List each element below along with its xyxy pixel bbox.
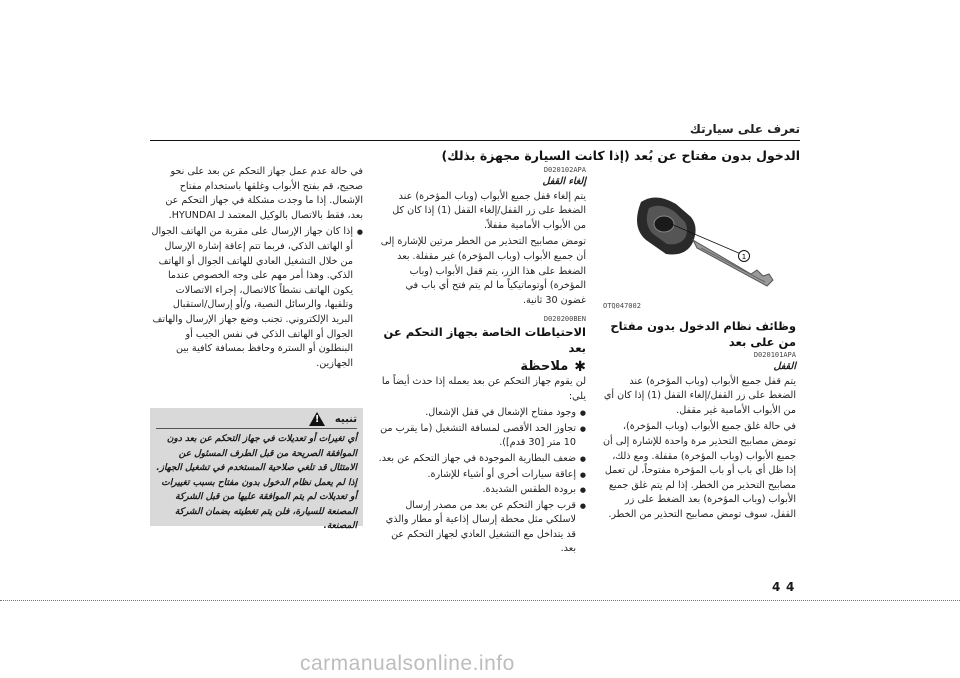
notice-title [378, 360, 586, 375]
page-number-right: 4 [786, 580, 795, 594]
notice-bullet: ● ضعف البطارية الموجودة في جهاز التحكم عن بعد. [378, 452, 586, 467]
column-right [601, 318, 796, 525]
main-title: الدخول بدون مفتاح عن بُعد (إذا كانت السيارة مجهزة بذلك) [441, 148, 800, 163]
notice-bullet: ● تجاوز الحد الأقصى لمسافة التشغيل (ما يقرب من 10 متر [30 قدم]). [378, 422, 586, 451]
left-paragraph: في حالة عدم عمل جهاز التحكم عن بعد على نحو صحيح، قم بفتح الأبواب وغلقها باستخدام مفتاح الإشعال. إذا ما وجدت مشكلة في جهاز التحكم عن بعد، فقط بالاتصال بالوكيل المعتمد لـ HYUNDAI. [165, 166, 363, 221]
right-heading: وظائف نظام الدخول بدون مفتاح من على بعد [610, 319, 796, 349]
watermark: carmanualsonline.info [300, 652, 515, 675]
right-subheading: القفل [773, 361, 796, 372]
mid-code-top: D020102APA [543, 166, 586, 174]
mid-heading: الاحتياطات الخاصة بجهاز التحكم عن بعد [383, 325, 586, 356]
remote-key-icon [601, 182, 796, 302]
caution-box [150, 408, 363, 531]
image-code: OTQ047002 [603, 302, 641, 310]
notice-icon: ✱ [574, 359, 586, 376]
footer-rule [0, 600, 960, 601]
page-number-left: 4 [772, 580, 781, 594]
notice-title-text: ملاحظة [520, 359, 569, 375]
right-code: D020101APA [753, 351, 796, 359]
left-bullet: ● إذا كان جهاز الإرسال على مقربة من الهاتف الجوال أو الهاتف الذكي، فربما تتم إعاقة إشارة الإرسال من خلال التشغيل العادي للهاتف الجوال أو الهاتف الذكي. وهذا أمر مهم على وجه الخصوص عندما يكون الهاتف نشطاً كالاتصال، إجراء الاتصالات وتلقيها، والرسائل النصية، و/أو إرسال/استقبال البريد الإلكتروني. تجنب وضع جهاز الإرسال والهاتف الجوال أو الهاتف الذكي في نفس الجيب أو البنطلون أو السترة وحافظ بمسافة كافية بين الجهازين. [150, 225, 363, 371]
section-header: تعرف على سيارتك [689, 122, 800, 136]
mid-subheading: إلغاء القفل [542, 176, 586, 187]
mid-paragraph-2: تومض مصابيح التحذير من الخطر مرتين للإشارة إلى أن جميع الأبواب (وباب المؤخرة) غير مقفلة. بعد الضغط على هذا الزر، يتم قفل الأبواب (وباب المؤخرة) أوتوماتيكياً ما لم يتم فتح أي باب في غضون 30 ثانية. [380, 236, 586, 306]
column-middle [378, 165, 586, 558]
caution-text: أي تغيرات أو تعديلات في جهاز التحكم عن بعد دون الموافقة الصريحة من قبل الطرف المسئول عن الامتثال قد تلغي صلاحية المستخدم في تشغيل الجهاز. إذا لم يعمل نظام الدخول بدون مفتاح بسبب تغييرات أو تعديلات لم يتم الموافقة عليها من قبل الشركة المصنعة للسيارة، فلن يتم تغطيته بضمان الشركة المصنعة. [156, 434, 357, 531]
warning-triangle-icon [309, 412, 325, 426]
remote-key-image [601, 182, 796, 312]
notice-bullet: ● إعاقة سيارات أخرى أو أشياء للإشارة. [378, 468, 586, 483]
column-left [150, 165, 363, 372]
notice-bullet: ● برودة الطقس الشديدة. [378, 483, 586, 498]
notice-bullet: ● قرب جهاز التحكم عن بعد من مصدر إرسال لاسلكي مثل محطة إرسال إذاعية أو مطار والذي قد يتداخل مع التشغيل العادي لجهاز التحكم عن بعد. [378, 499, 586, 557]
mid-paragraph-1: يتم إلغاء قفل جميع الأبواب (وباب المؤخرة) عند الضغط على زر القفل/إلغاء القفل (1) إذا كان كل من الأبواب الأمامية مقفلاً. [392, 190, 586, 231]
left-bullets [150, 225, 363, 371]
callout-number: 1 [741, 253, 747, 261]
notice-intro: لن يقوم جهاز التحكم عن بعد بعمله إذا حدث أيضاً ما يلي: [381, 375, 586, 402]
caution-header [150, 408, 363, 428]
mid-code-mid: D020200BEN [543, 315, 586, 324]
notice-bullet: ● وجود مفتاح الإشعال في قفل الإشعال. [378, 406, 586, 421]
right-paragraph-1: يتم قفل جميع الأبواب (وباب المؤخرة) عند الضغط على زر القفل/إلغاء القفل (1) إذا كان أي من الأبواب الأمامية غير مقفل. [603, 375, 796, 416]
caution-title: تنبيه [334, 413, 357, 425]
header-rule [150, 140, 800, 141]
right-paragraph-2: في حالة غلق جميع الأبواب (وباب المؤخرة)، تومض مصابيح التحذير مرة واحدة للإشارة إلى أن جميع الأبواب (وباب المؤخرة) مقفلة. ومع ذلك، إذا ظل أي باب أو باب المؤخرة مفتوحاً، لن تعمل مصابيح التحذير من الخطر. إذا لم يتم غلق جميع الأبواب (وباب المؤخرة) بعد الضغط على زر القفل، سوف تومض مصابيح التحذير من الخطر. [603, 421, 796, 520]
notice-bullets [378, 406, 586, 557]
